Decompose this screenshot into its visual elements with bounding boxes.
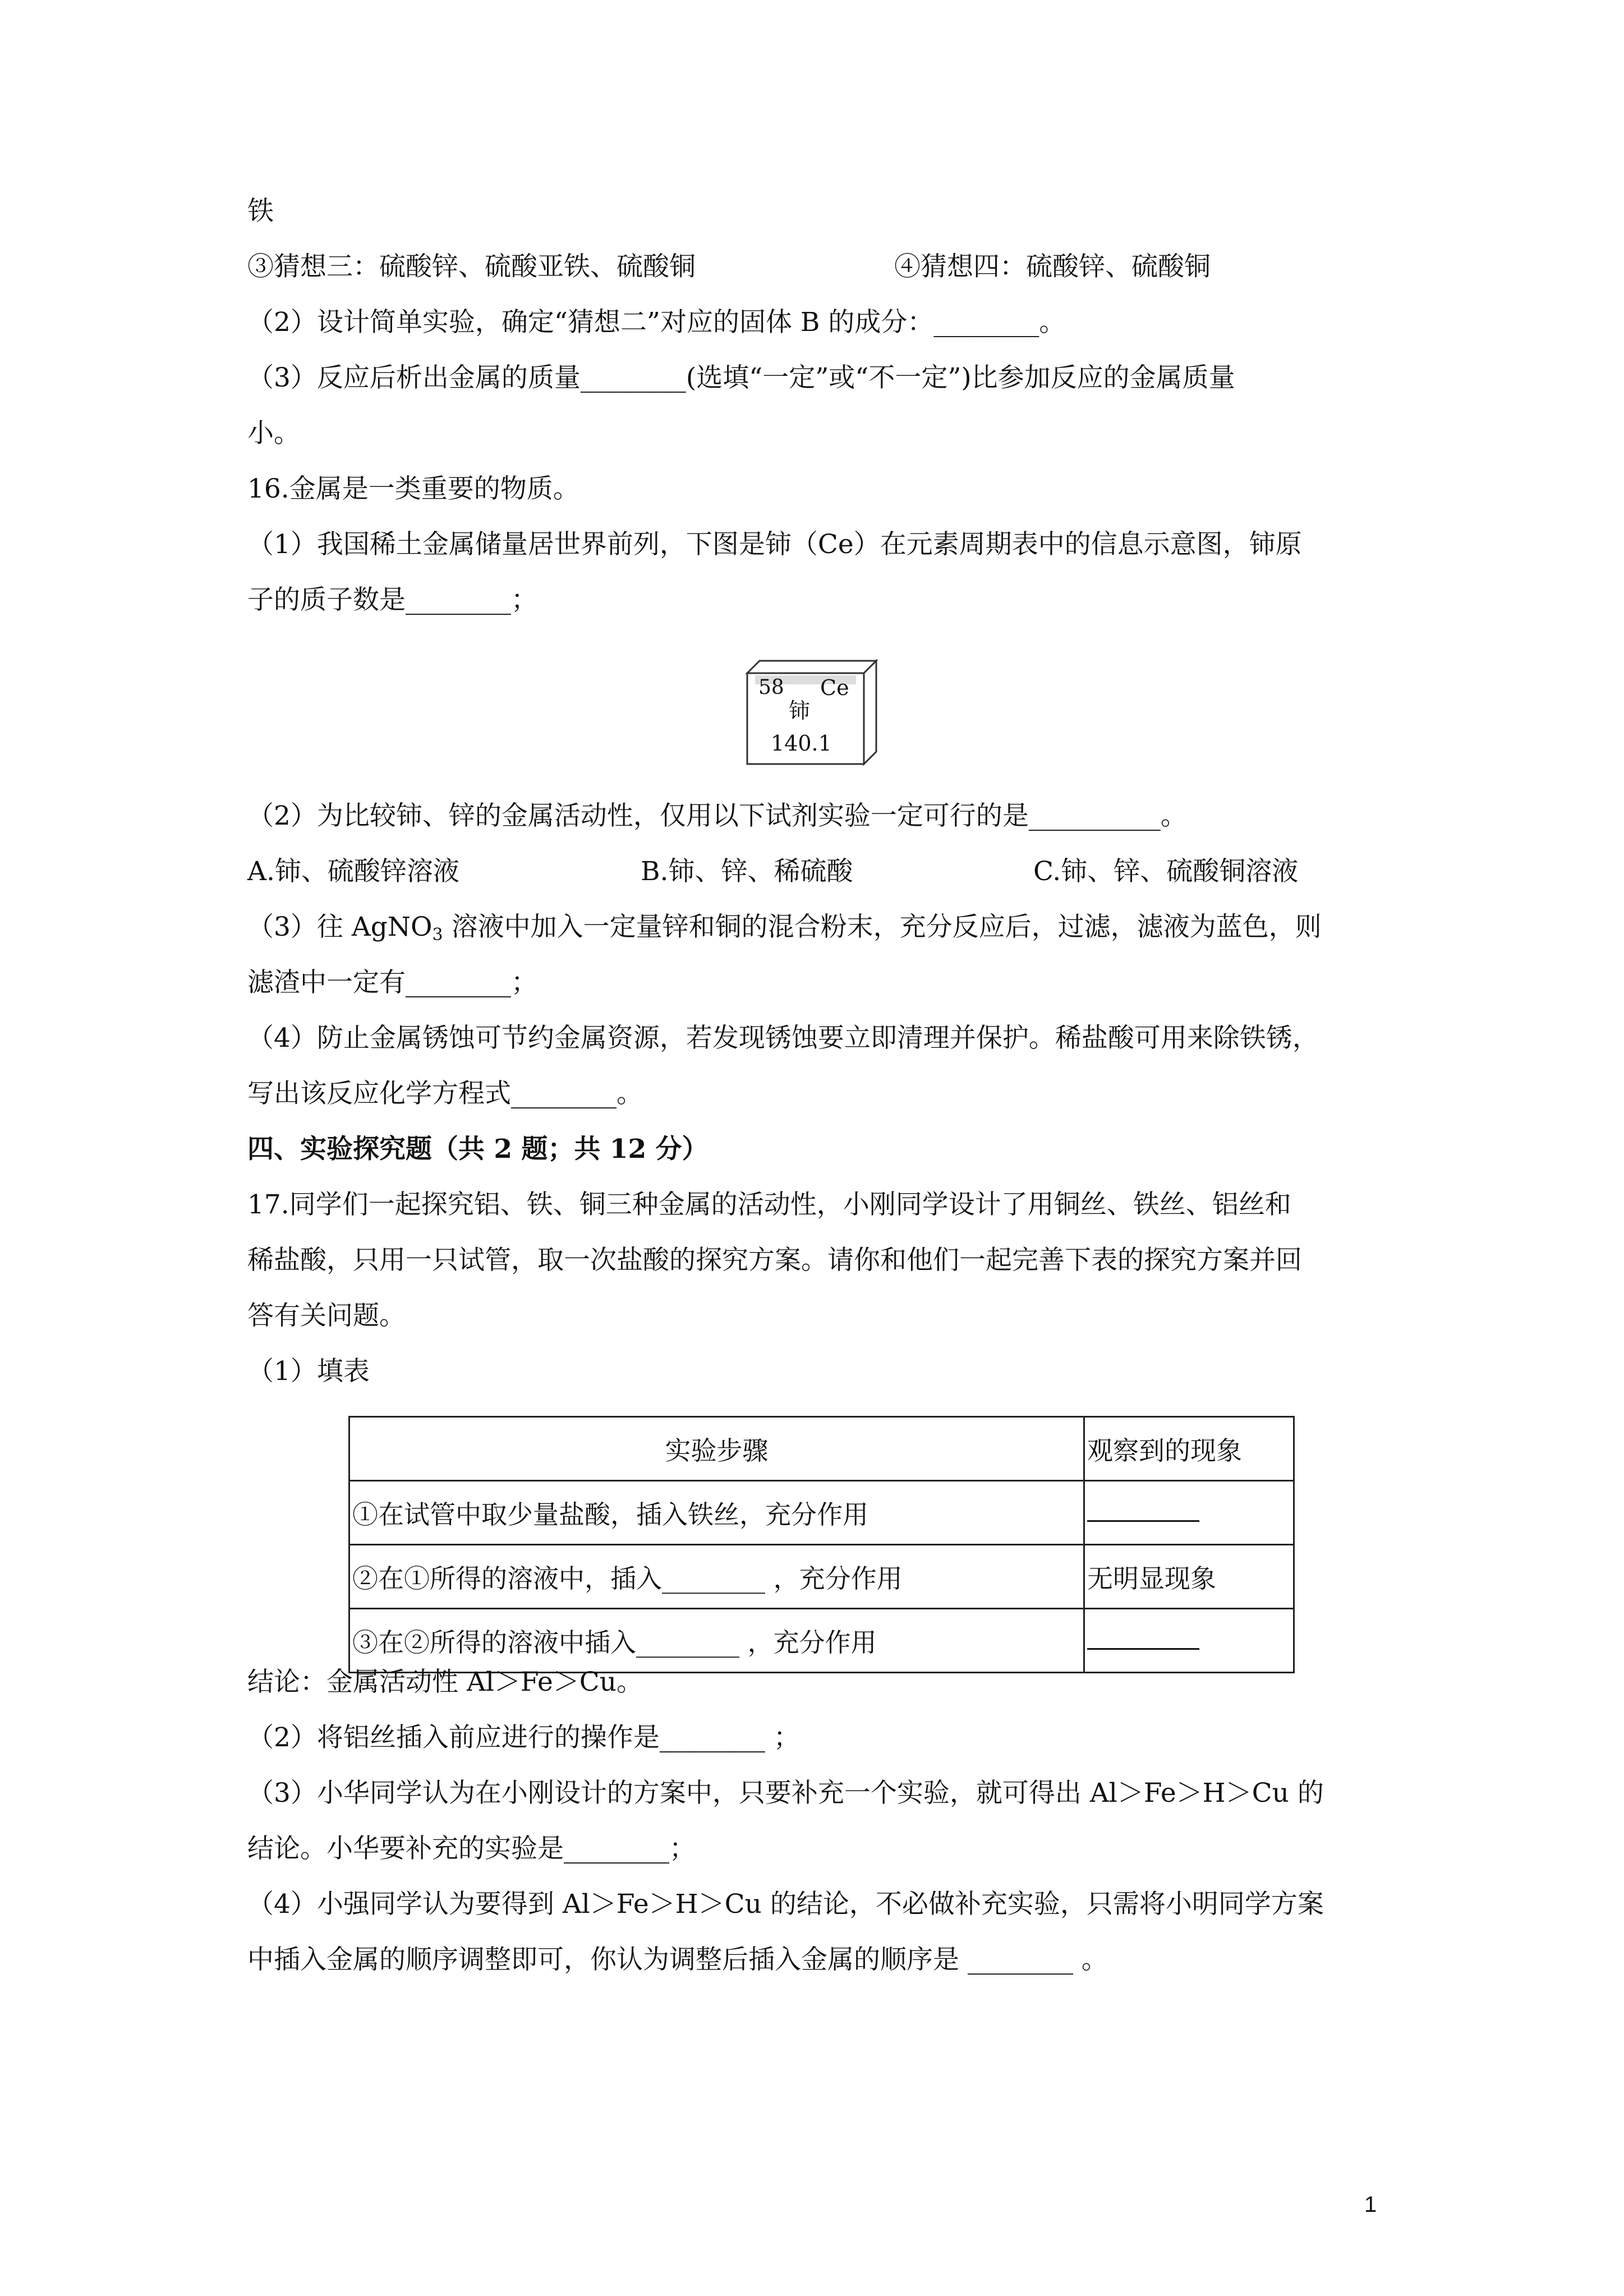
option-a: A.铈、硫酸锌溶液 [247, 856, 459, 887]
text-line: （3）反应后析出金属的质量________(选填“一定”或“不一定”)比参加反应的金属质量 [247, 362, 1235, 393]
text-line: 小。 [247, 418, 300, 449]
text-line: （2）将铝丝插入前应进行的操作是________ ； [247, 1722, 800, 1753]
text-line: ④猜想四：硫酸锌、硫酸铜 [894, 251, 1211, 282]
phenomenon-cell: 无明显现象 [1084, 1545, 1294, 1609]
subscript: 3 [432, 925, 443, 945]
element-name: 铈 [789, 698, 811, 723]
text-line: 滤渣中一定有________； [247, 967, 537, 998]
phenomenon-cell [1084, 1609, 1294, 1673]
text-line [247, 910, 1322, 944]
text-segment: （3）往 AgNO [247, 912, 433, 942]
text-line: ③猜想三：硫酸锌、硫酸亚铁、硫酸铜 [247, 251, 696, 282]
option-b: B.铈、锌、稀硫酸 [641, 856, 853, 887]
table-row [349, 1609, 1294, 1673]
answer-blank [1087, 1498, 1199, 1522]
text-line: （3）小华同学认为在小刚设计的方案中，只要补充一个实验，就可得出 Al＞Fe＞H＞Cu 的 [247, 1778, 1324, 1809]
step-cell: ①在试管中取少量盐酸，插入铁丝，充分作用 [349, 1481, 1084, 1545]
text-line: （1）我国稀土金属储量居世界前列，下图是铈（Ce）在元素周期表中的信息示意图，铈原 [247, 529, 1302, 560]
phenomenon-cell [1084, 1481, 1294, 1545]
text-line: （1）填表 [247, 1356, 370, 1387]
text-line: （2）设计简单实验，确定“猜想二”对应的固体 B 的成分：________。 [247, 307, 1066, 338]
text-line: 稀盐酸，只用一只试管，取一次盐酸的探究方案。请你和他们一起完善下表的探究方案并回 [247, 1245, 1302, 1276]
header-steps: 实验步骤 [349, 1417, 1084, 1481]
experiment-table [348, 1416, 1295, 1673]
question-title: 16.金属是一类重要的物质。 [247, 473, 579, 504]
header-phenomenon: 观察到的现象 [1084, 1417, 1294, 1481]
element-symbol: Ce [820, 675, 849, 700]
option-c: C.铈、锌、硫酸铜溶液 [1033, 856, 1299, 887]
page-number: 1 [1364, 2192, 1377, 2217]
step-cell: ③在②所得的溶液中插入________ ，充分作用 [349, 1609, 1084, 1673]
step-cell: ②在①所得的溶液中，插入________ ，充分作用 [349, 1545, 1084, 1609]
element-cell-figure [743, 656, 881, 769]
atomic-number: 58 [758, 676, 784, 699]
question-title: 17.同学们一起探究铝、铁、铜三种金属的活动性，小刚同学设计了用铜丝、铁丝、铝丝和 [247, 1189, 1291, 1220]
text-line: （4）小强同学认为要得到 Al＞Fe＞H＞Cu 的结论，不必做补充实验，只需将小明同学方案 [247, 1889, 1324, 1920]
atomic-mass: 140.1 [771, 731, 832, 756]
table-row [349, 1481, 1294, 1545]
text-segment: 溶液中加入一定量锌和铜的混合粉末，充分反应后，过滤，滤液为蓝色，则 [443, 912, 1322, 942]
text-line: 答有关问题。 [247, 1300, 406, 1331]
text-line: 子的质子数是________； [247, 585, 537, 615]
text-line: 结论：金属活动性 Al＞Fe＞Cu。 [247, 1667, 643, 1697]
table-row [349, 1545, 1294, 1609]
text-line: 铁 [247, 196, 274, 227]
answer-blank [1087, 1626, 1199, 1650]
text-line: （4）防止金属锈蚀可节约金属资源，若发现锈蚀要立即清理并保护。稀盐酸可用来除铁锈， [247, 1023, 1319, 1053]
text-line: 写出该反应化学方程式________。 [247, 1078, 643, 1109]
table-header-row [349, 1417, 1294, 1481]
text-line: 中插入金属的顺序调整即可，你认为调整后插入金属的顺序是 ________ 。 [247, 1944, 1108, 1975]
text-line: 结论。小华要补充的实验是________； [247, 1833, 696, 1864]
section-heading: 四、实验探究题（共 2 题；共 12 分） [247, 1134, 709, 1165]
text-line: （2）为比较铈、锌的金属活动性，仅用以下试剂实验一定可行的是__________。 [247, 800, 1187, 831]
